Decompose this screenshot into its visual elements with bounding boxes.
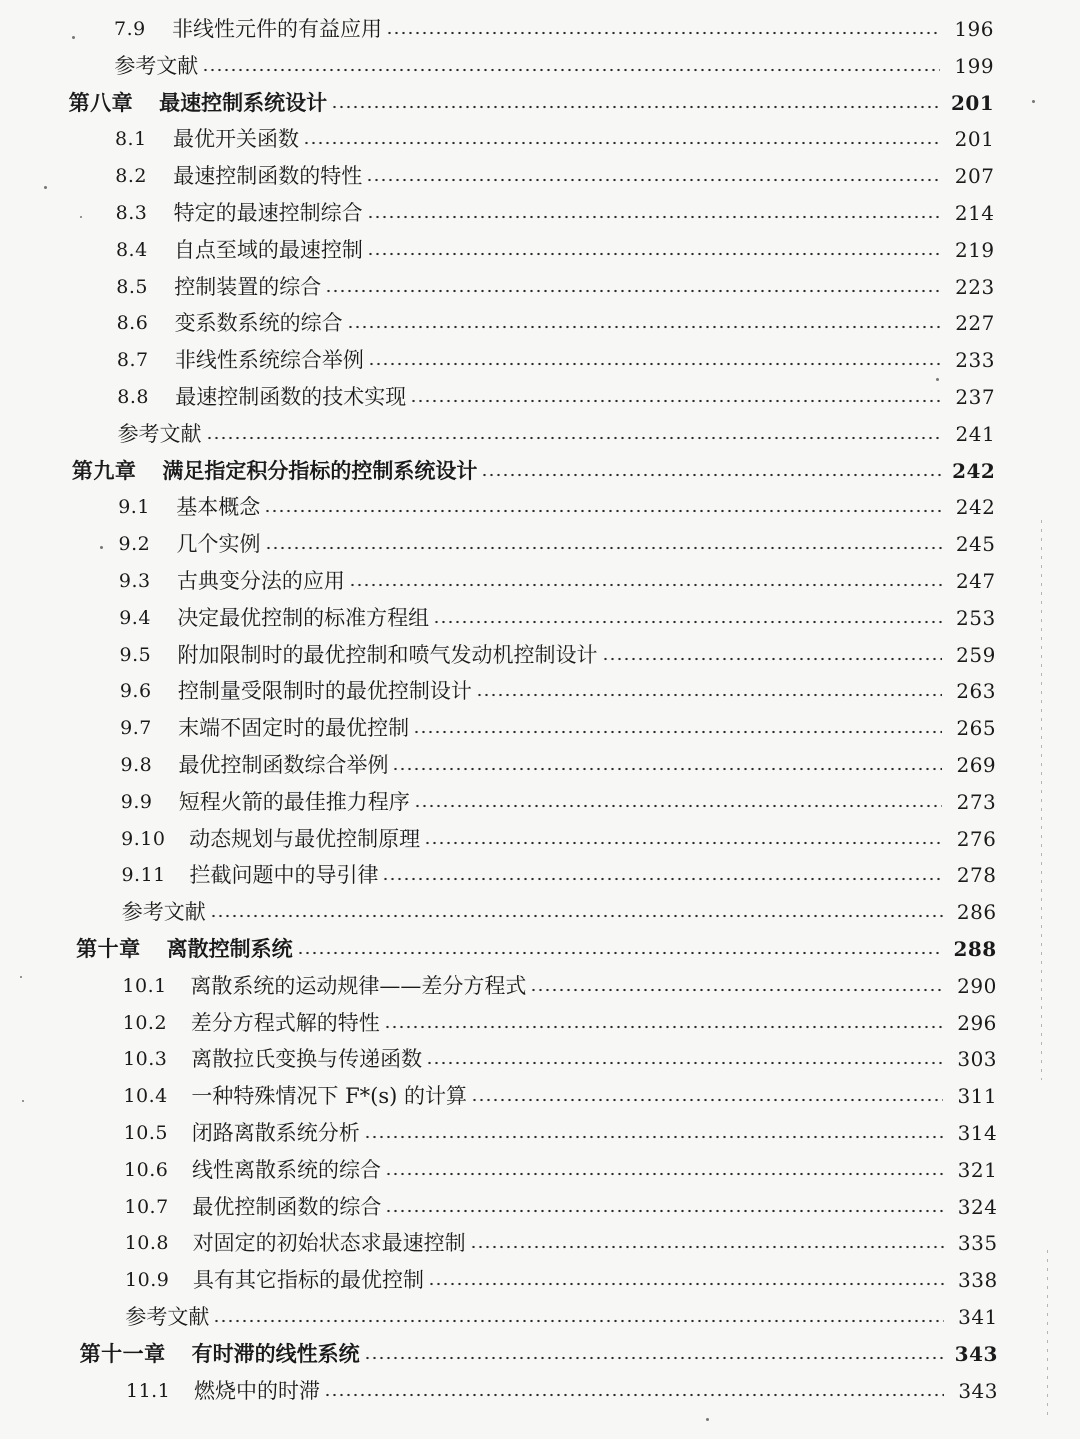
section-title: 拦截问题中的导引律	[189, 863, 379, 888]
toc-section-entry	[125, 1265, 998, 1295]
dot-leader	[368, 362, 941, 366]
dot-leader	[331, 105, 940, 109]
toc-references-entry	[118, 419, 996, 449]
page-number: 335	[957, 1231, 998, 1256]
section-number: 9.1	[118, 496, 150, 519]
section-title: 决定最优控制的标准方程组	[177, 605, 430, 630]
chapter-number: 第九章	[71, 457, 137, 483]
section-number: 9.2	[118, 533, 151, 556]
page-number: 314	[957, 1121, 998, 1145]
dot-leader	[364, 1135, 944, 1139]
toc-section-entry	[120, 640, 996, 670]
toc-section-entry	[116, 198, 995, 228]
chapter-number: 第十章	[76, 936, 141, 961]
toc-section-entry	[126, 1376, 998, 1406]
section-number: 9.5	[119, 643, 152, 666]
section-title: 最优控制函数综合举例	[178, 753, 389, 777]
dot-leader	[202, 68, 940, 72]
section-title: 非线性元件的有益应用	[172, 17, 382, 41]
page-number: 288	[953, 937, 997, 961]
scan-speck	[72, 36, 75, 39]
page-number: 214	[954, 201, 995, 225]
toc-section-entry	[124, 1118, 998, 1148]
page-number: 247	[955, 569, 996, 593]
section-number: 8.8	[117, 386, 149, 408]
dot-leader	[382, 877, 942, 881]
toc-section-entry	[119, 529, 996, 559]
dot-leader	[367, 252, 941, 256]
dot-leader	[264, 509, 941, 513]
section-title: 特定的最速控制综合	[173, 201, 363, 225]
toc-section-entry	[115, 161, 994, 191]
section-number: 9.3	[118, 570, 151, 592]
section-number: 8.5	[116, 275, 148, 298]
page-number: 219	[954, 237, 995, 262]
toc-section-entry	[119, 603, 996, 633]
page-number: 343	[958, 1378, 998, 1403]
section-number: 9.4	[119, 606, 151, 629]
dot-leader	[324, 1393, 944, 1397]
dot-leader	[366, 178, 940, 182]
scan-speck	[20, 976, 22, 978]
toc-section-entry	[120, 750, 996, 780]
page-number: 269	[956, 753, 997, 777]
section-title: 末端不固定时的最优控制	[178, 716, 410, 741]
page-number: 278	[956, 863, 997, 888]
dot-leader	[413, 730, 942, 734]
toc-section-entry	[121, 787, 996, 817]
section-title: 古典变分法的应用	[176, 569, 345, 593]
scan-margin-mark	[1047, 1250, 1048, 1420]
page-number: 237	[955, 385, 996, 409]
section-number: 8.7	[116, 349, 149, 372]
chapter-title: 离散控制系统	[166, 936, 293, 961]
section-title: 离散拉氏变换与传递函数	[191, 1047, 423, 1072]
page-number: 303	[957, 1047, 998, 1072]
toc-section-entry	[115, 124, 994, 154]
toc-references-entry	[122, 897, 997, 927]
section-title: 线性离散系统的综合	[192, 1157, 382, 1182]
page-number: 321	[957, 1157, 998, 1182]
dot-leader	[386, 31, 940, 35]
section-title: 差分方程式解的特性	[190, 1010, 380, 1035]
toc-chapter-entry	[76, 934, 997, 964]
section-number: 9.7	[120, 717, 152, 740]
section-title: 控制装置的综合	[174, 274, 322, 299]
page-number: 199	[954, 53, 995, 78]
section-title: 对固定的初始状态求最速控制	[192, 1231, 466, 1256]
toc-section-entry	[125, 1228, 998, 1258]
toc-chapter-entry	[80, 1339, 998, 1369]
dot-leader	[428, 1282, 944, 1286]
page-number: 265	[956, 716, 997, 741]
dot-leader	[476, 693, 942, 697]
section-number: 8.4	[115, 238, 148, 261]
dot-leader	[297, 951, 943, 955]
chapter-title: 满足指定积分指标的控制系统设计	[162, 457, 478, 483]
section-title: 具有其它指标的最优控制	[193, 1268, 425, 1293]
dot-leader	[471, 1098, 943, 1102]
section-title: 最速控制函数的特性	[173, 164, 363, 189]
toc-section-entry	[119, 566, 996, 596]
section-number: 10.6	[124, 1158, 169, 1181]
scan-speck	[44, 186, 47, 189]
section-number: 9.6	[119, 680, 152, 703]
references-title: 参考文献	[117, 421, 202, 446]
toc-chapter-entry	[69, 88, 995, 118]
dot-leader	[384, 1025, 943, 1029]
dot-leader	[410, 399, 941, 403]
page-number: 227	[955, 311, 995, 336]
section-title: 最优开关函数	[172, 127, 299, 152]
dot-leader	[426, 1061, 943, 1065]
references-title: 参考文献	[125, 1305, 210, 1329]
dot-leader	[470, 1245, 944, 1249]
section-number: 10.4	[123, 1085, 168, 1108]
section-number: 9.9	[120, 790, 153, 813]
page-number: 273	[956, 789, 997, 814]
dot-leader	[385, 1172, 943, 1176]
toc-section-entry	[123, 1008, 997, 1038]
page-number: 196	[954, 17, 994, 41]
dot-leader	[349, 583, 942, 587]
section-number: 10.2	[122, 1011, 168, 1034]
section-number: 9.10	[121, 827, 166, 850]
section-title: 一种特殊情况下 F*(s) 的计算	[191, 1084, 467, 1109]
page-number: 201	[954, 127, 995, 152]
dot-leader	[213, 1319, 943, 1323]
section-title: 闭路离散系统分析	[191, 1121, 360, 1145]
scan-speck	[1032, 100, 1035, 103]
section-number: 10.3	[123, 1048, 168, 1071]
dot-leader	[367, 215, 941, 219]
dot-leader	[206, 436, 942, 440]
toc-section-entry	[114, 14, 994, 44]
page-number: 233	[955, 348, 995, 373]
section-title: 动态规划与最优控制原理	[189, 826, 421, 851]
section-title: 基本概念	[176, 495, 261, 520]
dot-leader	[364, 1356, 944, 1360]
toc-section-entry	[116, 235, 995, 265]
section-number: 10.9	[125, 1269, 170, 1292]
toc-section-entry	[117, 345, 995, 375]
page-number: 311	[957, 1084, 998, 1109]
page-number: 201	[950, 90, 995, 115]
page-number: 223	[955, 274, 995, 299]
section-title: 最速控制函数的技术实现	[175, 385, 407, 409]
section-number: 8.3	[115, 202, 148, 224]
page-number: 245	[955, 532, 996, 557]
toc-section-entry	[121, 824, 996, 854]
dot-leader	[481, 473, 941, 477]
page-number: 290	[957, 973, 997, 998]
dot-leader	[433, 620, 942, 624]
toc-section-entry	[122, 971, 996, 1001]
toc-section-entry	[120, 713, 996, 743]
toc-section-entry	[117, 308, 995, 338]
toc-section-entry	[118, 492, 995, 522]
page-number: 242	[952, 458, 996, 483]
page-number: 338	[958, 1268, 998, 1293]
section-title: 短程火箭的最佳推力程序	[178, 789, 410, 814]
dot-leader	[392, 767, 942, 771]
page-number: 242	[955, 495, 996, 520]
toc-section-entry	[123, 1081, 997, 1111]
toc-chapter-entry	[72, 456, 995, 486]
page-number: 259	[956, 642, 996, 667]
toc-section-entry	[120, 676, 996, 706]
dot-leader	[303, 141, 940, 145]
dot-leader	[210, 914, 943, 918]
section-title: 自点至域的最速控制	[173, 237, 363, 262]
scan-speck	[936, 378, 939, 381]
section-title: 变系数系统的综合	[174, 311, 343, 336]
dot-leader	[530, 988, 942, 992]
section-title: 几个实例	[176, 532, 261, 557]
scan-speck	[22, 1100, 24, 1102]
chapter-title: 最速控制系统设计	[159, 89, 328, 115]
section-title: 附加限制时的最优控制和喷气发动机控制设计	[177, 642, 598, 667]
references-title: 参考文献	[121, 900, 206, 925]
dot-leader	[347, 325, 941, 329]
page-number: 341	[958, 1305, 998, 1329]
section-number: 7.9	[114, 18, 146, 40]
section-title: 非线性系统综合举例	[174, 348, 364, 373]
section-title: 最优控制函数的综合	[192, 1194, 382, 1219]
page-number: 241	[955, 421, 996, 446]
page-number: 343	[954, 1341, 998, 1366]
section-number: 10.5	[123, 1122, 169, 1144]
chapter-number: 第八章	[68, 89, 134, 115]
page-number: 286	[956, 900, 997, 925]
dot-leader	[424, 841, 942, 845]
toc-section-entry	[124, 1192, 997, 1222]
scan-speck	[100, 546, 103, 549]
section-number: 10.1	[122, 974, 167, 997]
page-number: 324	[957, 1194, 998, 1219]
dot-leader	[414, 804, 942, 808]
toc-section-entry	[121, 860, 996, 890]
section-number: 11.1	[126, 1379, 171, 1402]
dot-leader	[265, 546, 942, 550]
toc-references-entry	[125, 1302, 997, 1332]
toc-section-entry	[116, 272, 995, 302]
section-number: 8.6	[116, 312, 149, 335]
section-title: 燃烧中的时滞	[194, 1378, 320, 1403]
chapter-number: 第十一章	[79, 1340, 166, 1366]
dot-leader	[602, 657, 942, 661]
toc-section-entry	[124, 1155, 997, 1185]
chapter-title: 有时滞的线性系统	[191, 1340, 360, 1366]
scan-margin-mark	[1041, 520, 1042, 1080]
section-number: 10.7	[124, 1195, 169, 1218]
scan-speck	[706, 1418, 709, 1421]
section-number: 9.8	[120, 754, 153, 776]
page-number: 296	[957, 1010, 997, 1035]
references-title: 参考文献	[114, 53, 199, 78]
toc-section-entry	[123, 1044, 997, 1074]
toc-references-entry	[114, 51, 994, 81]
scan-speck	[80, 216, 82, 218]
page-number: 263	[956, 679, 996, 704]
section-title: 离散系统的运动规律——差分方程式	[190, 973, 527, 998]
section-number: 8.1	[114, 128, 147, 151]
dot-leader	[385, 1209, 943, 1213]
section-number: 10.8	[124, 1232, 169, 1255]
toc-section-entry	[117, 382, 995, 412]
page-number: 207	[954, 164, 995, 189]
dot-leader	[325, 289, 941, 293]
section-number: 9.11	[121, 864, 166, 887]
page-number: 253	[956, 605, 996, 630]
section-number: 8.2	[115, 165, 148, 188]
section-title: 控制量受限制时的最优控制设计	[177, 679, 472, 704]
page-number: 276	[956, 826, 997, 851]
